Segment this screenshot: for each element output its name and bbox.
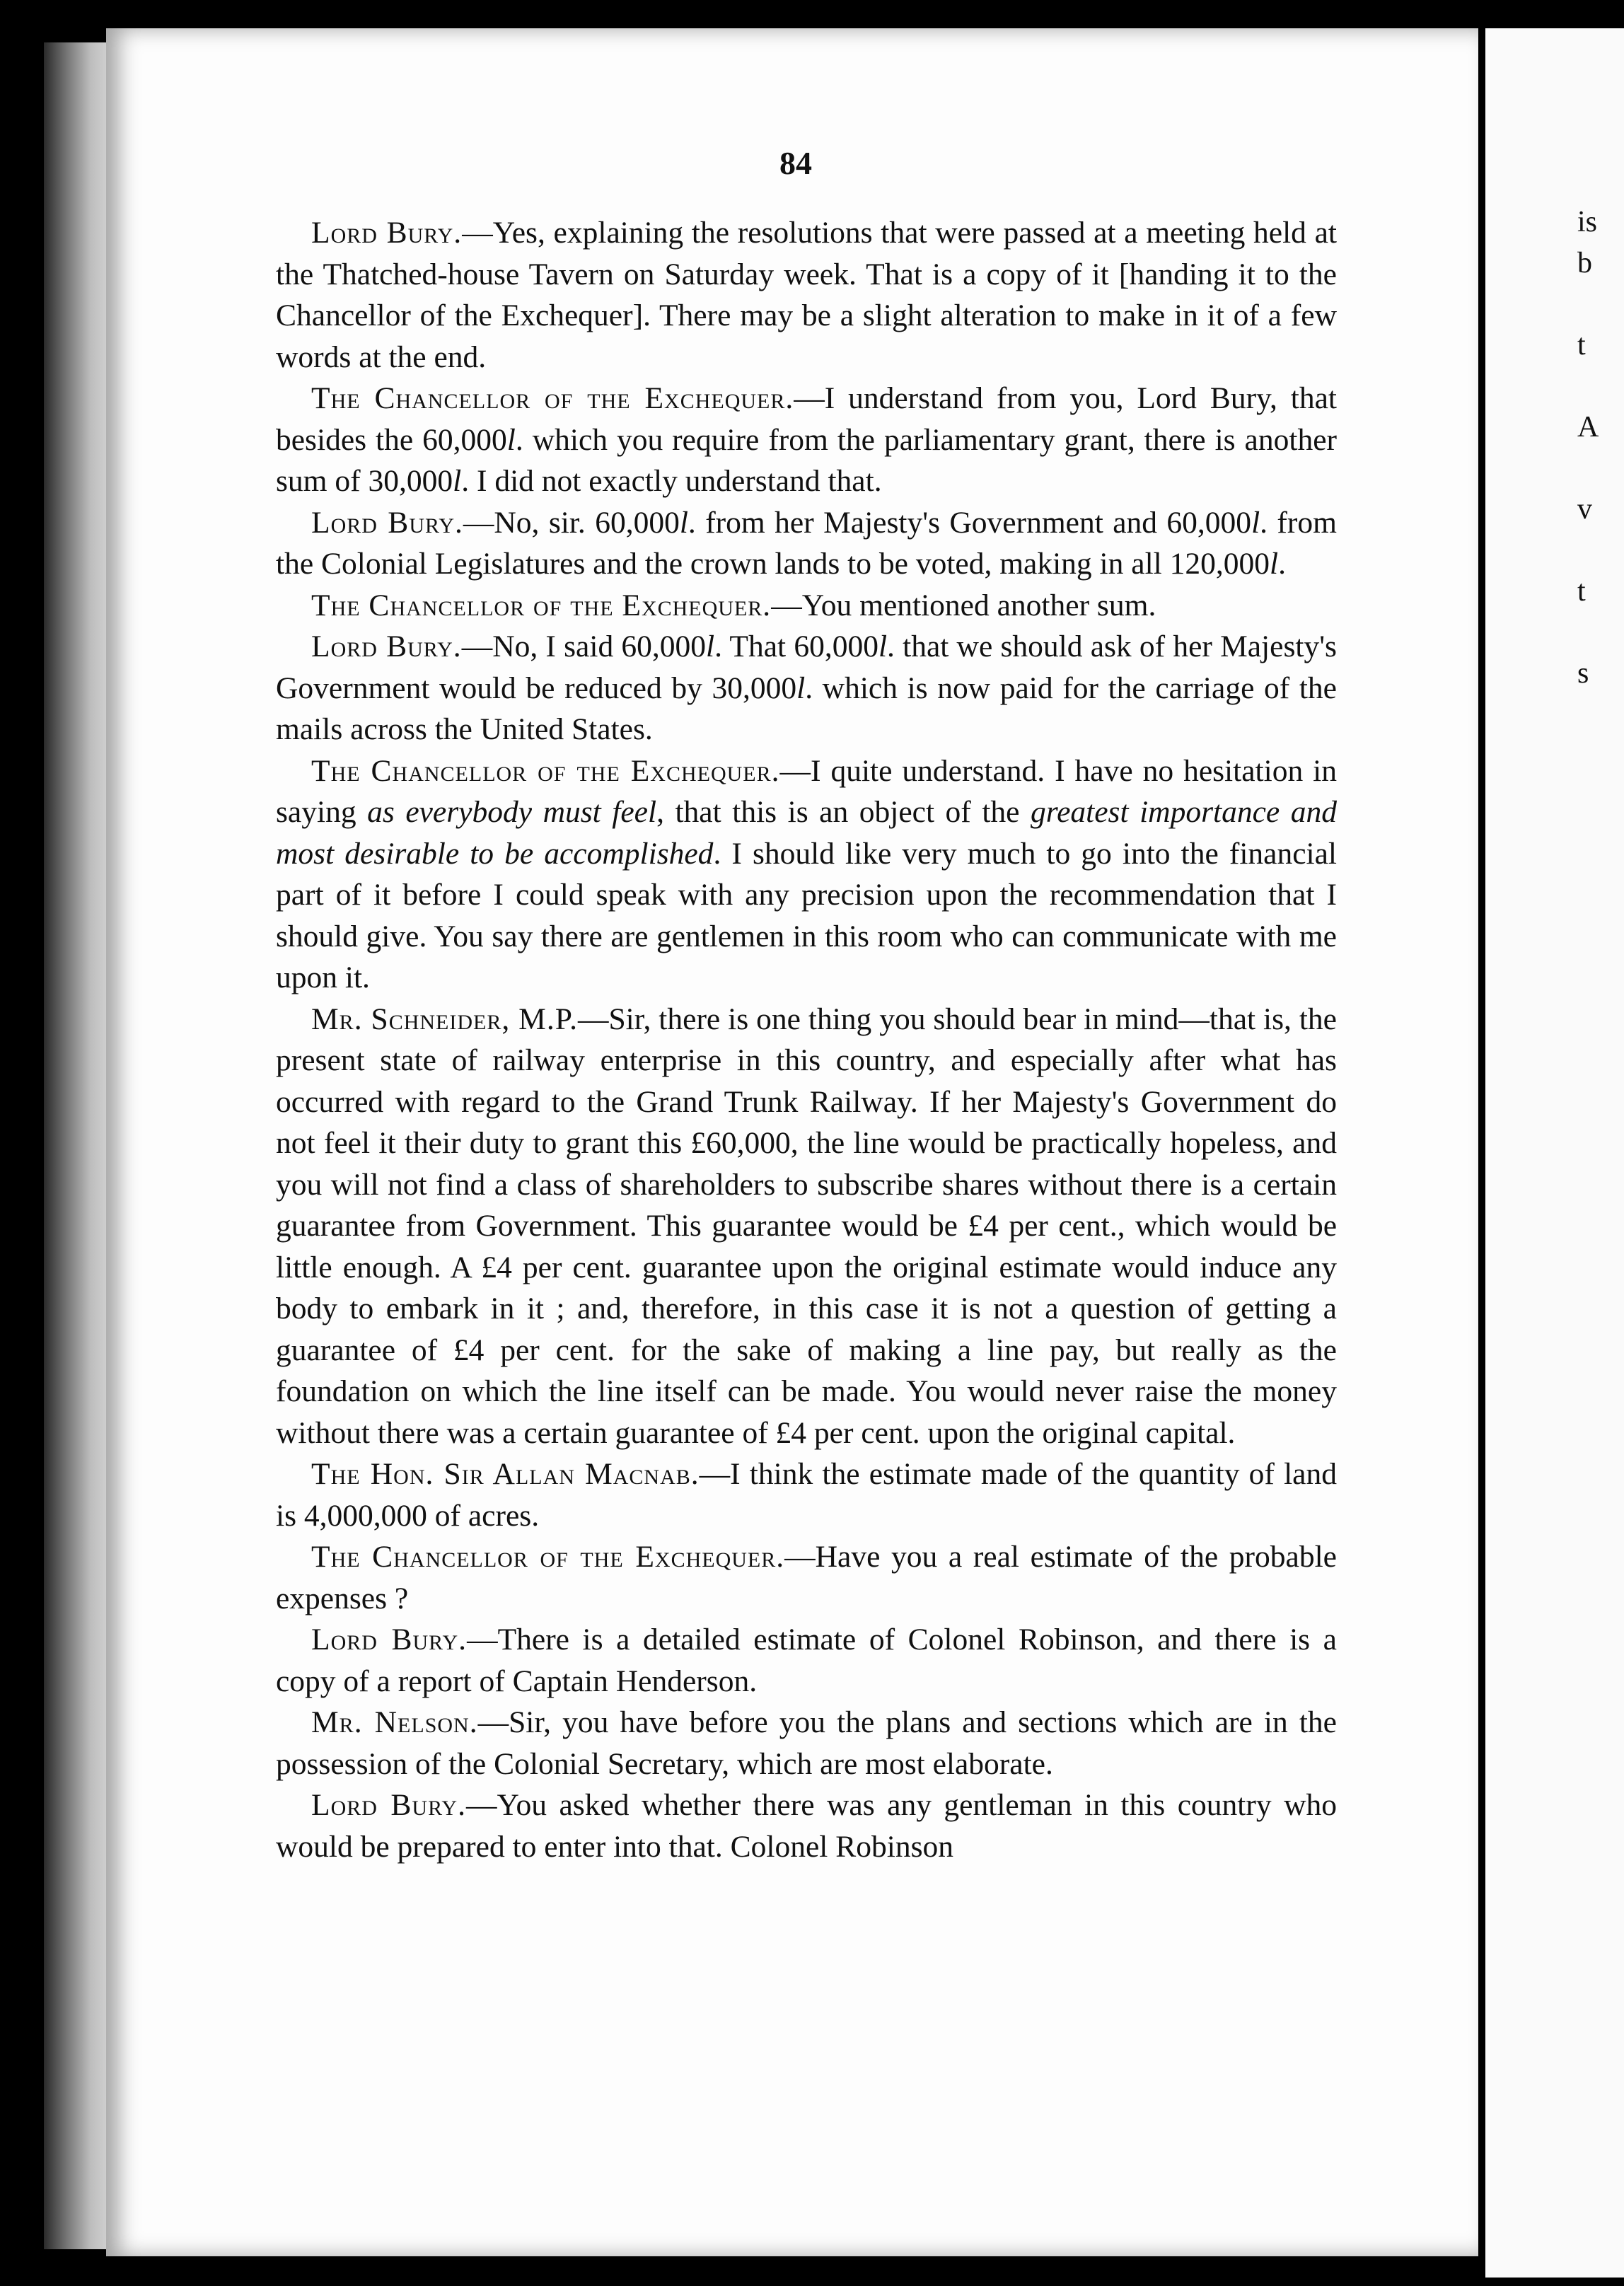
facing-page-fragment xyxy=(1577,448,1620,489)
speech-text: . xyxy=(1278,547,1286,581)
italic-text: l xyxy=(878,629,888,663)
facing-page-fragment: is xyxy=(1577,206,1598,238)
paragraph xyxy=(276,212,1337,378)
speech-text: —No, sir. 60,000 xyxy=(463,505,680,540)
paragraph xyxy=(276,1619,1337,1702)
paragraph xyxy=(276,1702,1337,1785)
speaker-name: Lord Bury. xyxy=(311,1788,466,1822)
speech-text: —There is a detailed estimate of Colonel Robinson, and there is a copy of a report of Captain Henderson. xyxy=(276,1623,1337,1698)
speech-text: . from the Colonial Legislatures and the crown lands to be voted, making in all 120,000 xyxy=(276,505,1337,581)
italic-text: l xyxy=(679,505,688,540)
paragraph xyxy=(276,626,1337,750)
paragraph xyxy=(276,1785,1337,1867)
speaker-name: Lord Bury. xyxy=(311,505,463,540)
speech-text: —Yes, explaining the resolutions that were passed at a meeting held at the Thatched-house Tavern on Saturday week. That is a copy of it [handing it to the Chancellor of the Exchequer]. There may be a slight alteration to make in it of a few words at the end. xyxy=(276,216,1337,374)
facing-page-fragment xyxy=(1577,284,1620,325)
paragraph xyxy=(276,750,1337,999)
speech-text: . that we should ask of her Majesty's Government would be reduced by 30,000 xyxy=(276,629,1337,705)
speech-text: . I should like very much to go into the financial part of it before I could speak with any precision upon the recommendation that I should give. You say there are gentlemen in this room who can communicate with me upon it. xyxy=(276,836,1337,994)
speech-text: . from her Majesty's Government and 60,000 xyxy=(688,505,1252,540)
speech-text: —Have you a real estimate of the probable expenses ? xyxy=(276,1540,1337,1615)
speech-text: —No, I said 60,000 xyxy=(461,629,707,663)
speech-text: —You mentioned another sum. xyxy=(771,588,1156,622)
speech-text: . which you require from the parliamentary grant, there is another sum of 30,000 xyxy=(276,422,1337,498)
speech-text: . That 60,000 xyxy=(714,629,878,663)
italic-text: l xyxy=(796,671,806,705)
facing-page-fragment: s xyxy=(1577,657,1589,690)
paragraph xyxy=(276,378,1337,502)
speaker-name: Mr. Nelson. xyxy=(311,1705,478,1739)
speaker-name: The Chancellor of the Exchequer. xyxy=(311,753,780,788)
italic-text: l xyxy=(1251,505,1260,540)
speech-text: —Sir, you have before you the plans and sections which are in the possession of the Colonial Secretary, which are most elaborate. xyxy=(276,1705,1337,1781)
speaker-name: Lord Bury. xyxy=(311,629,462,663)
paragraph xyxy=(276,999,1337,1454)
speech-text: , that this is an object of the xyxy=(656,795,1031,829)
paragraph xyxy=(276,1454,1337,1536)
speaker-name: Mr. Schneider, M.P. xyxy=(311,1002,578,1036)
speaker-name: The Chancellor of the Exchequer. xyxy=(311,381,794,415)
facing-page-fragment: b xyxy=(1577,247,1592,279)
italic-text: greatest importance and most desirable to be accomplished xyxy=(276,795,1337,871)
facing-page-fragment: t xyxy=(1577,575,1586,608)
italic-text: l xyxy=(506,422,516,457)
speech-text: —I quite understand. I have no hesitation in saying xyxy=(276,753,1337,829)
speech-text: —I understand from you, Lord Bury, that besides the 60,000 xyxy=(276,381,1337,457)
facing-page-fragment: A xyxy=(1577,411,1599,443)
page-body-text xyxy=(276,212,1337,1867)
speech-text: —You asked whether there was any gentleman in this country who would be prepared to enter into that. Colonel Robinson xyxy=(276,1788,1337,1864)
facing-page-text-fragments xyxy=(1577,202,1620,694)
paragraph xyxy=(276,1536,1337,1619)
speaker-name: The Chancellor of the Exchequer. xyxy=(311,588,772,622)
facing-page-fragment xyxy=(1577,530,1620,571)
speaker-name: Lord Bury. xyxy=(311,216,463,250)
page-number: 84 xyxy=(779,145,812,181)
speech-text: —I think the estimate made of the quantity of land is 4,000,000 of acres. xyxy=(276,1457,1337,1533)
paragraph xyxy=(276,502,1337,585)
speech-text: . which is now paid for the carriage of the mails across the United States. xyxy=(276,671,1337,746)
facing-page-fragment xyxy=(1577,612,1620,653)
speaker-name: The Chancellor of the Exchequer. xyxy=(311,1540,785,1574)
facing-page-fragment: t xyxy=(1577,329,1586,361)
italic-text: l xyxy=(706,629,715,663)
facing-page-fragment xyxy=(1577,366,1620,407)
italic-text: l xyxy=(453,464,462,498)
speech-text: —Sir, there is one thing you should bear in mind—that is, the present state of railway enterprise in this country, and especially after what has occurred with regard to the Grand Trunk Railway. If her Majesty's Government do not feel it their duty to grant this £60,000, the line would be practically hopeless, and you will not find a class of shareholders to subscribe shares without there is a certain guarantee from Government. This guarantee would be £4 per cent., which would be little enough. A £4 per cent. guarantee upon the original estimate would induce any body to embark in it ; and, therefore, in this case it is not a question of getting a guarantee of £4 per cent. for the sake of making a line pay, but really as the foundation on which the line itself can be made. You would never raise the money without there was a certain guarantee of £4 per cent. upon the original capital. xyxy=(276,1002,1337,1450)
paragraph xyxy=(276,585,1337,627)
speaker-name: Lord Bury. xyxy=(311,1623,468,1657)
speaker-name: The Hon. Sir Allan Macnab. xyxy=(311,1457,700,1491)
facing-page-fragment: v xyxy=(1577,493,1592,526)
italic-text: l xyxy=(1270,547,1279,581)
speech-text: . I did not exactly understand that. xyxy=(461,464,882,498)
italic-text: as everybody must feel xyxy=(367,795,657,829)
